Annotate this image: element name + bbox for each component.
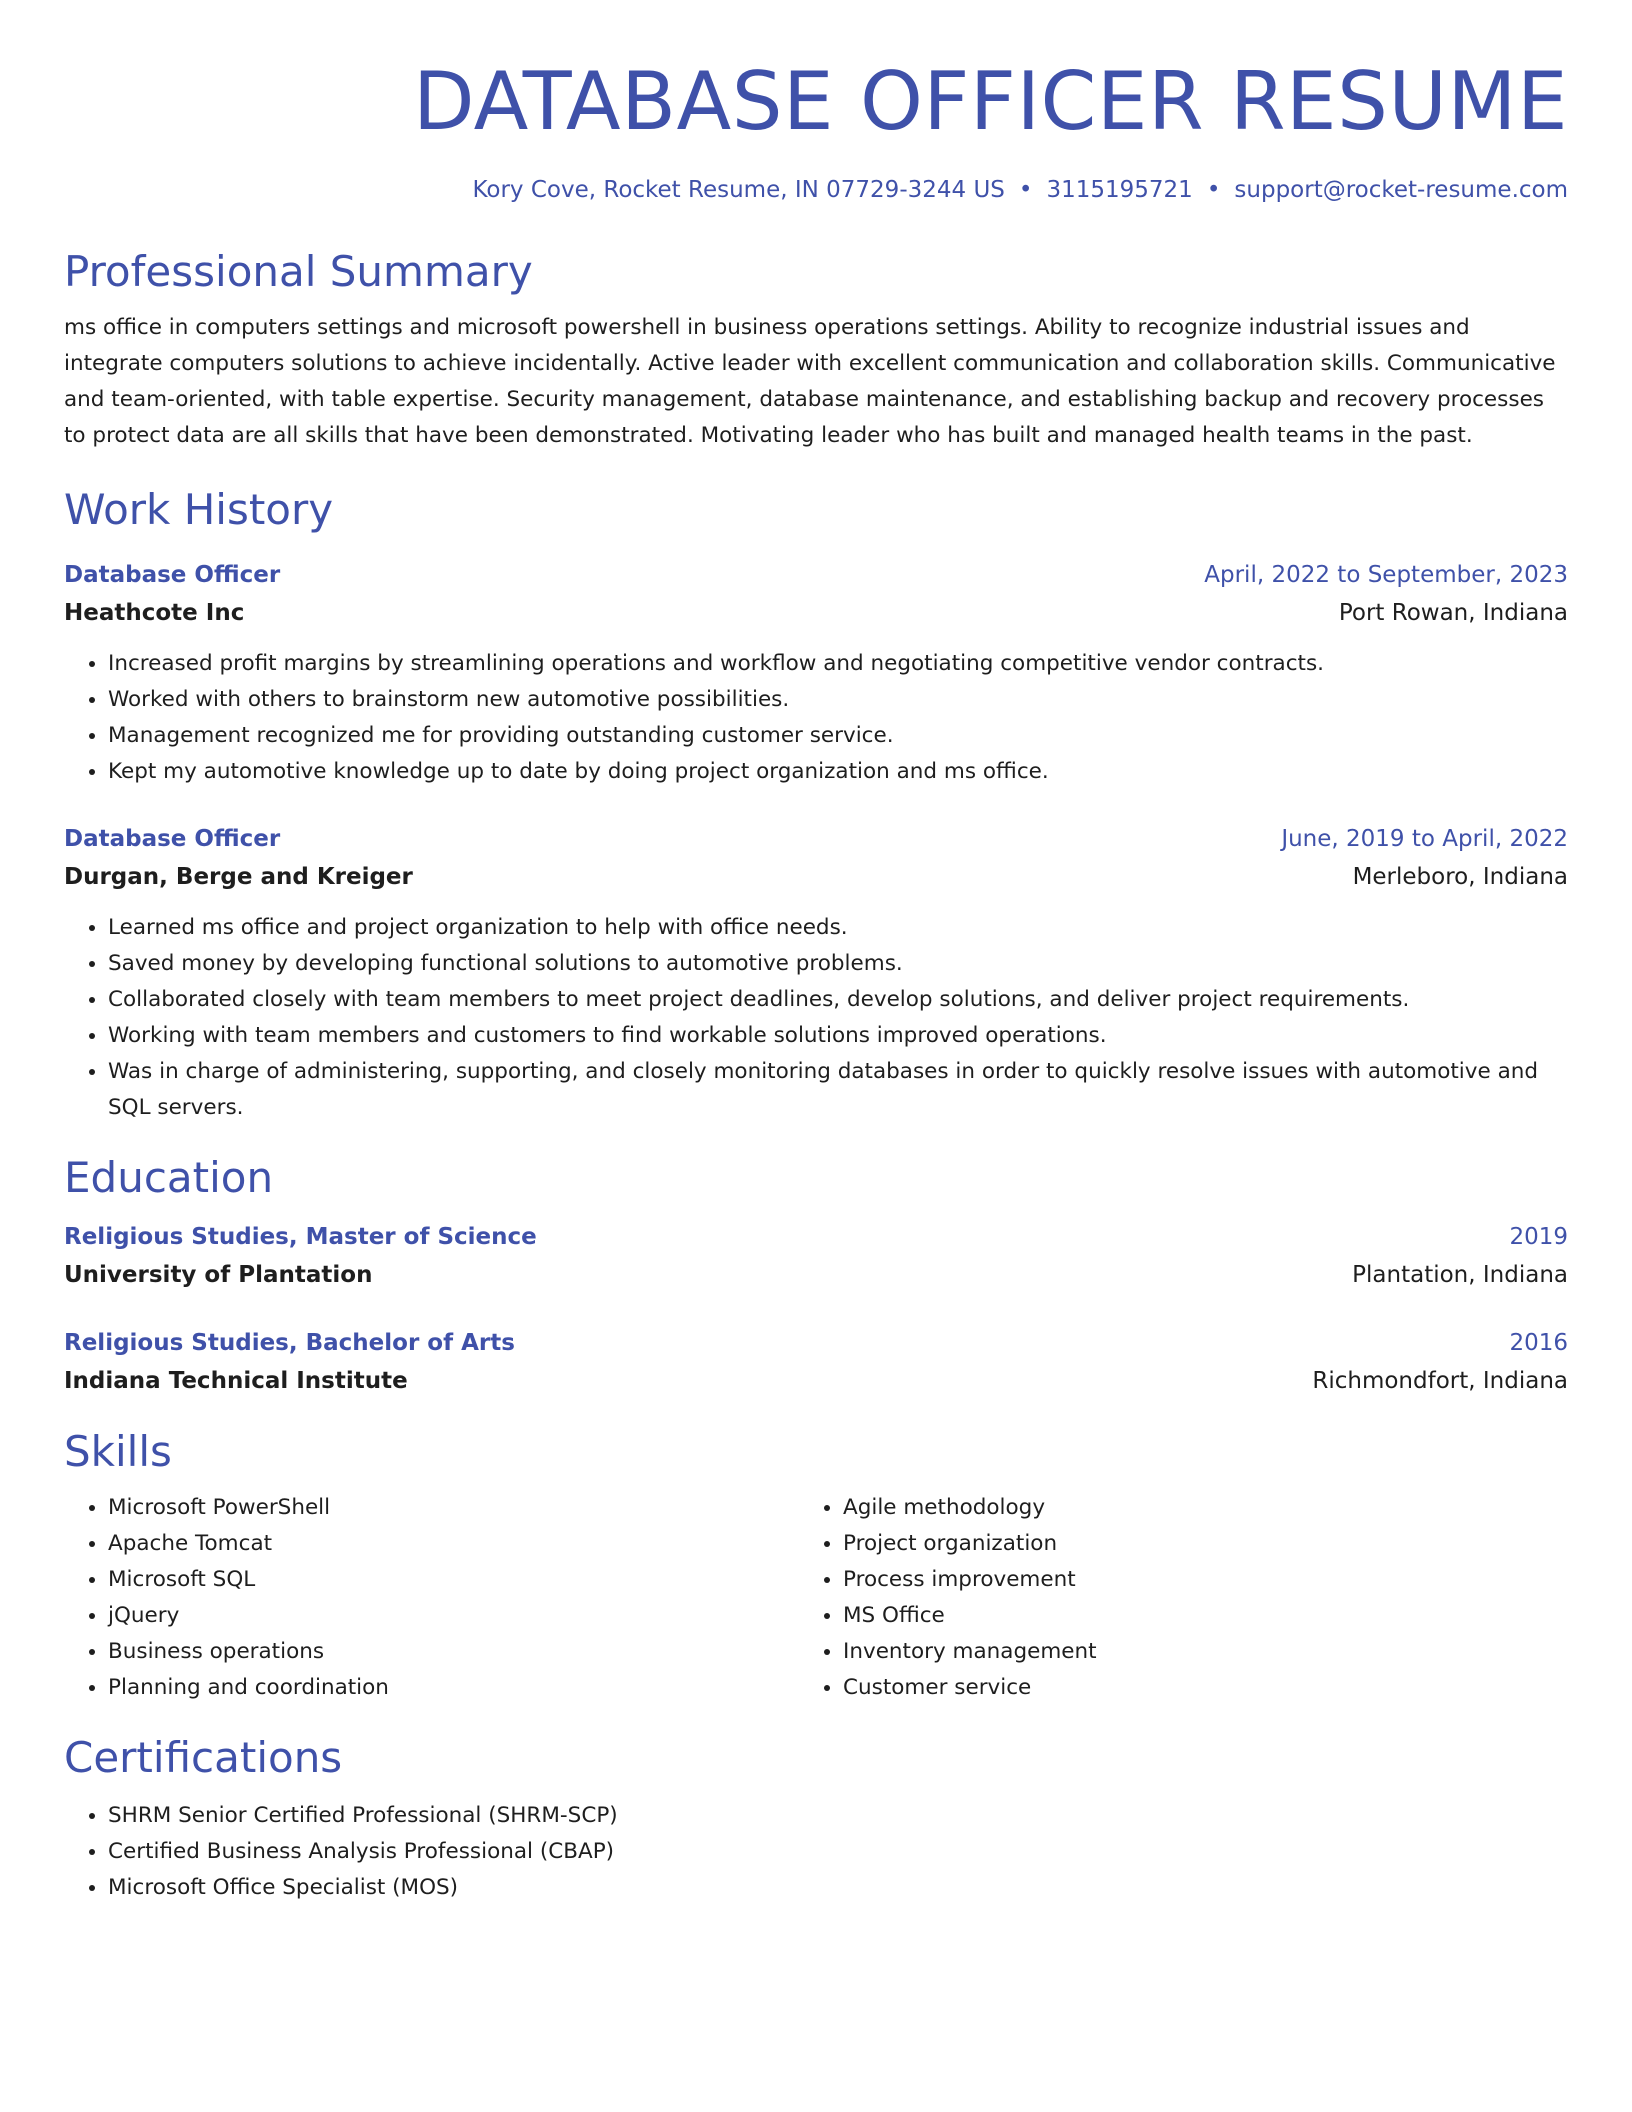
summary-heading: Professional Summary — [64, 247, 533, 296]
education-school: University of Plantation — [64, 1262, 373, 1288]
contact-separator: • — [1206, 177, 1221, 203]
skill-item: • MS Office — [843, 1598, 1534, 1634]
education-entry — [64, 1324, 1568, 1400]
contact-phone: 3115195721 — [1046, 177, 1193, 203]
skills-right-list — [799, 1490, 1534, 1706]
job-location: Port Rowan, Indiana — [1338, 600, 1568, 626]
skills-heading: Skills — [64, 1427, 172, 1476]
education-entry — [64, 1218, 1568, 1294]
skill-item: • Process improvement — [843, 1562, 1534, 1598]
job-dates: June, 2019 to April, 2022 — [1281, 826, 1568, 852]
job-bullet: • Kept my automotive knowledge up to date by doing project organization and ms office. — [108, 754, 1568, 790]
skills-grid — [64, 1490, 1568, 1706]
job-bullet: • Working with team members and customers to find workable solutions improved operations. — [108, 1018, 1568, 1054]
education-degree: Religious Studies, Bachelor of Arts — [64, 1330, 515, 1356]
contact-address: Kory Cove, Rocket Resume, IN 07729-3244 US — [472, 177, 1005, 203]
job-role: Database Officer — [64, 562, 281, 588]
skill-item: • Business operations — [108, 1634, 799, 1670]
job-company: Durgan, Berge and Kreiger — [64, 864, 413, 890]
skill-item: • Microsoft PowerShell — [108, 1490, 799, 1526]
skill-item: • Apache Tomcat — [108, 1526, 799, 1562]
education-heading: Education — [64, 1153, 274, 1202]
contact-email: support@rocket-resume.com — [1234, 177, 1568, 203]
certification-item: • SHRM Senior Certified Professional (SHRM-SCP) — [108, 1798, 1568, 1834]
summary-text: ms office in computers settings and microsoft powershell in business operations settings. Ability to recognize industrial issues and integrate computers solutions to achieve incidentally. Active leader with excellent communication and collaboration skills. Communicative and team-oriented, with table expertise. Security management, database maintenance, and establishing backup and recovery processes to protect data are all skills that have been demonstrated. Motivating leader who has built and managed health teams in the past. — [64, 315, 1556, 448]
job-bullet: • Was in charge of administering, supporting, and closely monitoring databases in order to quickly resolve issues with automotive and SQL servers. — [108, 1054, 1568, 1126]
skill-item: • Microsoft SQL — [108, 1562, 799, 1598]
job-company: Heathcote Inc — [64, 600, 245, 626]
certifications-list — [64, 1798, 1568, 1906]
certification-item: • Microsoft Office Specialist (MOS) — [108, 1870, 1568, 1906]
education-school: Indiana Technical Institute — [64, 1368, 408, 1394]
resume-title: DATABASE OFFICER RESUME — [412, 55, 1568, 148]
certification-item: • Certified Business Analysis Professional (CBAP) — [108, 1834, 1568, 1870]
skill-item: • Agile methodology — [843, 1490, 1534, 1526]
skill-item: • Inventory management — [843, 1634, 1534, 1670]
work-history-heading: Work History — [64, 485, 334, 534]
certifications-heading: Certifications — [64, 1733, 343, 1782]
job-bullet: • Learned ms office and project organization to help with office needs. — [108, 910, 1568, 946]
job-bullet: • Collaborated closely with team members to meet project deadlines, develop solutions, and deliver project requirements. — [108, 982, 1568, 1018]
job-bullet: • Saved money by developing functional solutions to automotive problems. — [108, 946, 1568, 982]
job-dates: April, 2022 to September, 2023 — [1204, 562, 1568, 588]
contact-line — [64, 174, 1568, 206]
education-year: 2016 — [1509, 1330, 1568, 1356]
job-bullets — [64, 910, 1568, 1126]
skill-item: • jQuery — [108, 1598, 799, 1634]
education-degree: Religious Studies, Master of Science — [64, 1224, 537, 1250]
job-role: Database Officer — [64, 826, 281, 852]
education-year: 2019 — [1509, 1224, 1568, 1250]
job-bullet: • Management recognized me for providing outstanding customer service. — [108, 718, 1568, 754]
skill-item: • Project organization — [843, 1526, 1534, 1562]
job-entry — [64, 556, 1568, 790]
education-location: Plantation, Indiana — [1352, 1262, 1568, 1288]
job-location: Merleboro, Indiana — [1352, 864, 1568, 890]
skills-left-list — [64, 1490, 799, 1706]
contact-separator: • — [1018, 177, 1033, 203]
job-entry — [64, 820, 1568, 1126]
job-bullet: • Increased profit margins by streamlining operations and workflow and negotiating competitive vendor contracts. — [108, 646, 1568, 682]
job-bullet: • Worked with others to brainstorm new automotive possibilities. — [108, 682, 1568, 718]
education-location: Richmondfort, Indiana — [1312, 1368, 1568, 1394]
skill-item: • Customer service — [843, 1670, 1534, 1706]
skill-item: • Planning and coordination — [108, 1670, 799, 1706]
job-bullets — [64, 646, 1568, 790]
